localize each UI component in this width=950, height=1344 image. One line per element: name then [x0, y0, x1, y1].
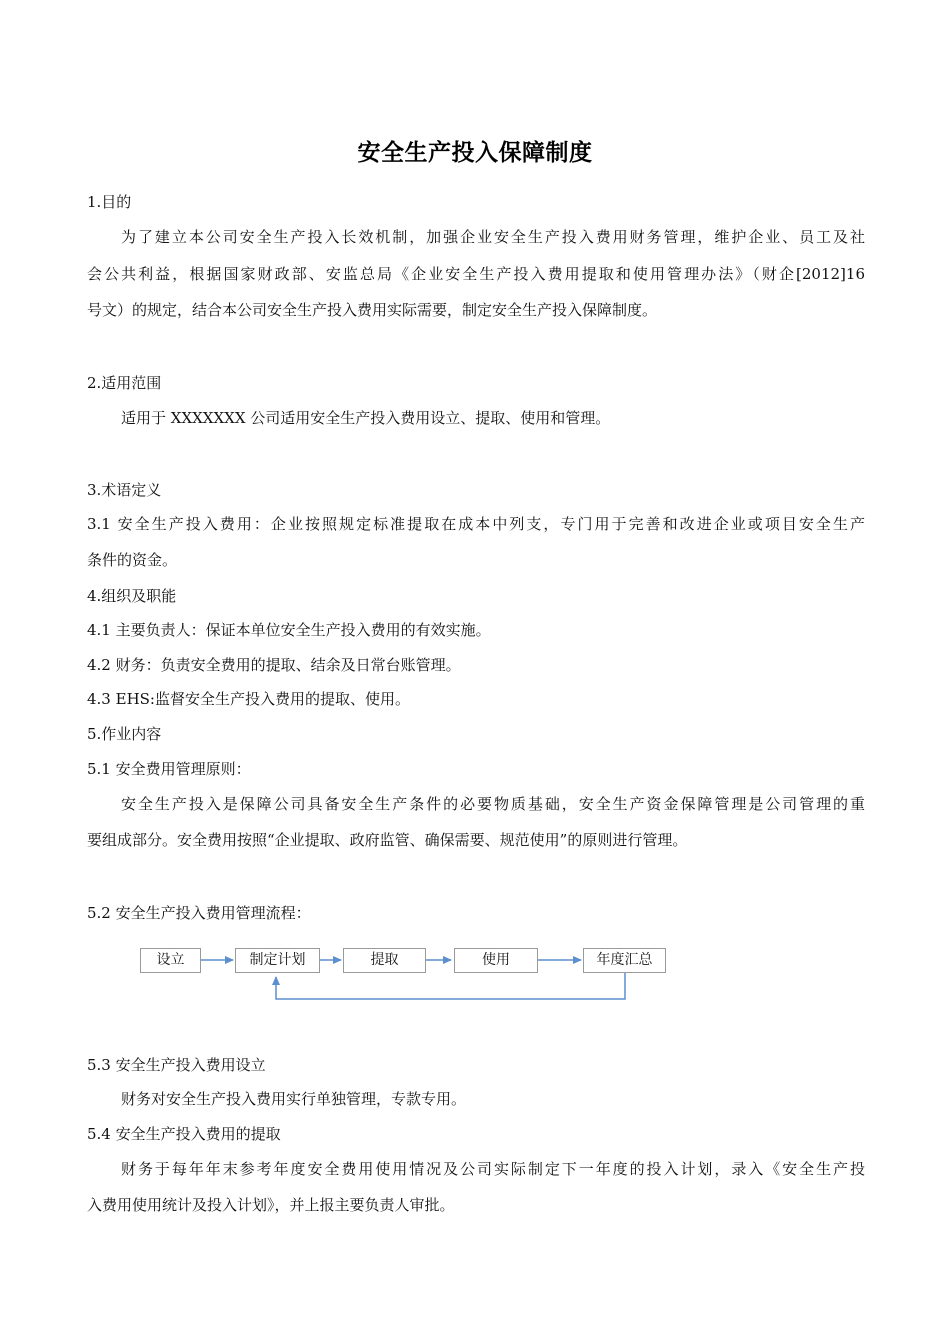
flow-step-extract: 提取 [343, 948, 426, 973]
section-5-3-heading: 5.3 安全生产投入费用设立 [87, 1056, 266, 1074]
section-1-paragraph-line-1: 为了建立本公司安全生产投入长效机制，加强企业安全生产投入费用财务管理，维护企业、员工及社 [121, 228, 865, 246]
section-2-paragraph: 适用于 XXXXXXX 公司适用安全生产投入费用设立、提取、使用和管理。 [121, 409, 611, 427]
management-flow-diagram [120, 936, 680, 1006]
section-5-1-paragraph-line-1: 安全生产投入是保障公司具备安全生产条件的必要物质基础，安全生产资金保障管理是公司管理的重 [121, 795, 865, 813]
section-3-1-line-2: 条件的资金。 [87, 551, 178, 569]
section-4-2: 4.2 财务：负责安全费用的提取、结余及日常台账管理。 [87, 656, 461, 674]
section-5-2-heading: 5.2 安全生产投入费用管理流程： [87, 904, 311, 922]
section-4-1: 4.1 主要负责人：保证本单位安全生产投入费用的有效实施。 [87, 621, 491, 639]
flow-step-annual-summary: 年度汇总 [583, 948, 666, 973]
section-5-1-paragraph-line-2: 要组成部分。安全费用按照“企业提取、政府监管、确保需要、规范使用”的原则进行管理。 [87, 831, 688, 849]
section-5-4-paragraph-line-1: 财务于每年年末参考年度安全费用使用情况及公司实际制定下一年度的投入计划，录入《安全生产投 [121, 1160, 865, 1178]
section-5-heading: 5.作业内容 [87, 725, 162, 743]
section-4-heading: 4.组织及职能 [87, 587, 177, 605]
section-3-1-line-1: 3.1 安全生产投入费用：企业按照规定标准提取在成本中列支，专门用于完善和改进企业或项目安全生产 [87, 515, 865, 533]
section-4-3: 4.3 EHS:监督安全生产投入费用的提取、使用。 [87, 690, 410, 708]
section-1-paragraph-line-3: 号文）的规定，结合本公司安全生产投入费用实际需要，制定安全生产投入保障制度。 [87, 301, 658, 319]
section-5-3-paragraph: 财务对安全生产投入费用实行单独管理，专款专用。 [121, 1090, 467, 1108]
flow-step-setup: 设立 [140, 948, 201, 973]
section-1-paragraph-line-2: 会公共利益，根据国家财政部、安监总局《企业安全生产投入费用提取和使用管理办法》（财企[2012]16 [87, 265, 865, 283]
flow-step-use: 使用 [454, 948, 538, 973]
flow-return-arrow [276, 973, 625, 999]
document-title: 安全生产投入保障制度 [357, 140, 593, 166]
flow-step-plan: 制定计划 [235, 948, 320, 973]
section-5-4-heading: 5.4 安全生产投入费用的提取 [87, 1125, 281, 1143]
section-5-1-heading: 5.1 安全费用管理原则： [87, 760, 251, 778]
section-1-heading: 1.目的 [87, 193, 132, 211]
section-2-heading: 2.适用范围 [87, 374, 162, 392]
section-5-4-paragraph-line-2: 入费用使用统计及投入计划》，并上报主要负责人审批。 [87, 1196, 455, 1214]
section-3-heading: 3.术语定义 [87, 481, 162, 499]
